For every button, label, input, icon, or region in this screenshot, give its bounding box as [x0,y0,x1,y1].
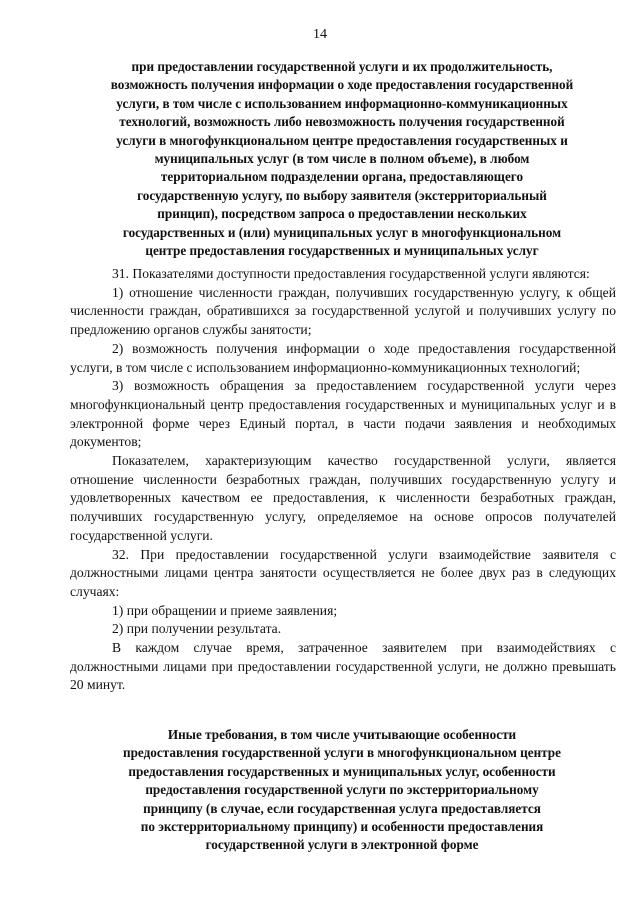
paragraph-31: 31. Показателями доступности предоставления государственной услуги являются: [112,266,590,281]
list-item-31-1: 1) отношение численности граждан, получивших государственную услугу, к общей численности граждан, обратившихся за государственной услугой и получивших услугу по предложению органов службы занятости; [70,284,616,338]
heading-line: предоставления государственных и муниципальных услуг, особенности [128,763,556,779]
list-item-32-2: 2) при получении результата. [112,621,282,637]
heading-line: услуги, в том числе с использованием информационно-коммуникационных [116,95,568,111]
heading-line: предоставления государственной услуги в многофункциональном центре [123,745,561,761]
list-item-31-3: 3) возможность обращения за предоставлением государственной услуги через многофункциональный центр предоставления государственных и муниципальных услуг и в электронной форме через Единый портал, в части подачи заявления и необходимых документов; [70,378,616,450]
heading-line: центре предоставления государственных и муниципальных услуг [145,243,539,259]
heading-line: принципу (в случае, если государственная услуга предоставляется [143,800,541,816]
heading-line: государственную услугу, по выбору заявителя (экстерриториальный [137,187,547,203]
heading-line: возможность получения информации о ходе предоставления государственной [110,77,574,93]
heading-line: государственных и (или) муниципальных услуг в многофункциональном [122,224,562,240]
heading-line: по экстерриториальному принципу) и особенности предоставления [140,819,544,835]
list-item-31-2: 2) возможность получения информации о ходе предоставления государственной услуги, в том числе с использованием информационно-коммуникационных технологий; [70,340,616,375]
heading-line: Иные требования, в том числе учитывающие особенности [167,727,517,742]
heading-line: принцип), посредством запроса о предоставлении нескольких [157,206,527,222]
paragraph-quality-indicator: Показателем, характеризующим качество государственной услуги, является отношение численности безработных граждан, получивших государственную услугу и удовлетворенных качеством ее предоставления, к численности безработных граждан, получивших государственную услугу, определяемое на основе опросов получателей государственной услуги. [70,453,616,543]
section-heading-bottom [70,726,614,855]
heading-line: территориальном подразделении органа, предоставляющего [160,169,524,185]
document-body [70,265,616,695]
list-item-32-1: 1) при обращении и приеме заявления; [112,602,338,618]
heading-line: технологий, возможность либо невозможность получения государственной [119,114,565,130]
paragraph-32: 32. При предоставлении государственной услуги взаимодействие заявителя с должностными лицами центра занятости осуществляется не более двух раз в следующих случаях: [70,546,616,599]
heading-line: при предоставлении государственной услуги и их продолжительность, [131,59,553,74]
paragraph-time-limit: В каждом случае время, затраченное заявителем при взаимодействиях с должностными лицами при предоставлении государственной услуги, не должно превышать 20 минут. [70,640,616,693]
page-number: 14 [313,27,327,42]
heading-line: государственной услуги в электронной форме [205,837,479,853]
heading-line: предоставления государственной услуги по экстерриториальному [145,782,539,798]
section-heading-top [70,58,614,260]
heading-line: муниципальных услуг (в том числе в полном объеме), в любом [154,151,530,167]
heading-line: услуги в многофункциональном центре предоставления государственных и [116,132,568,148]
